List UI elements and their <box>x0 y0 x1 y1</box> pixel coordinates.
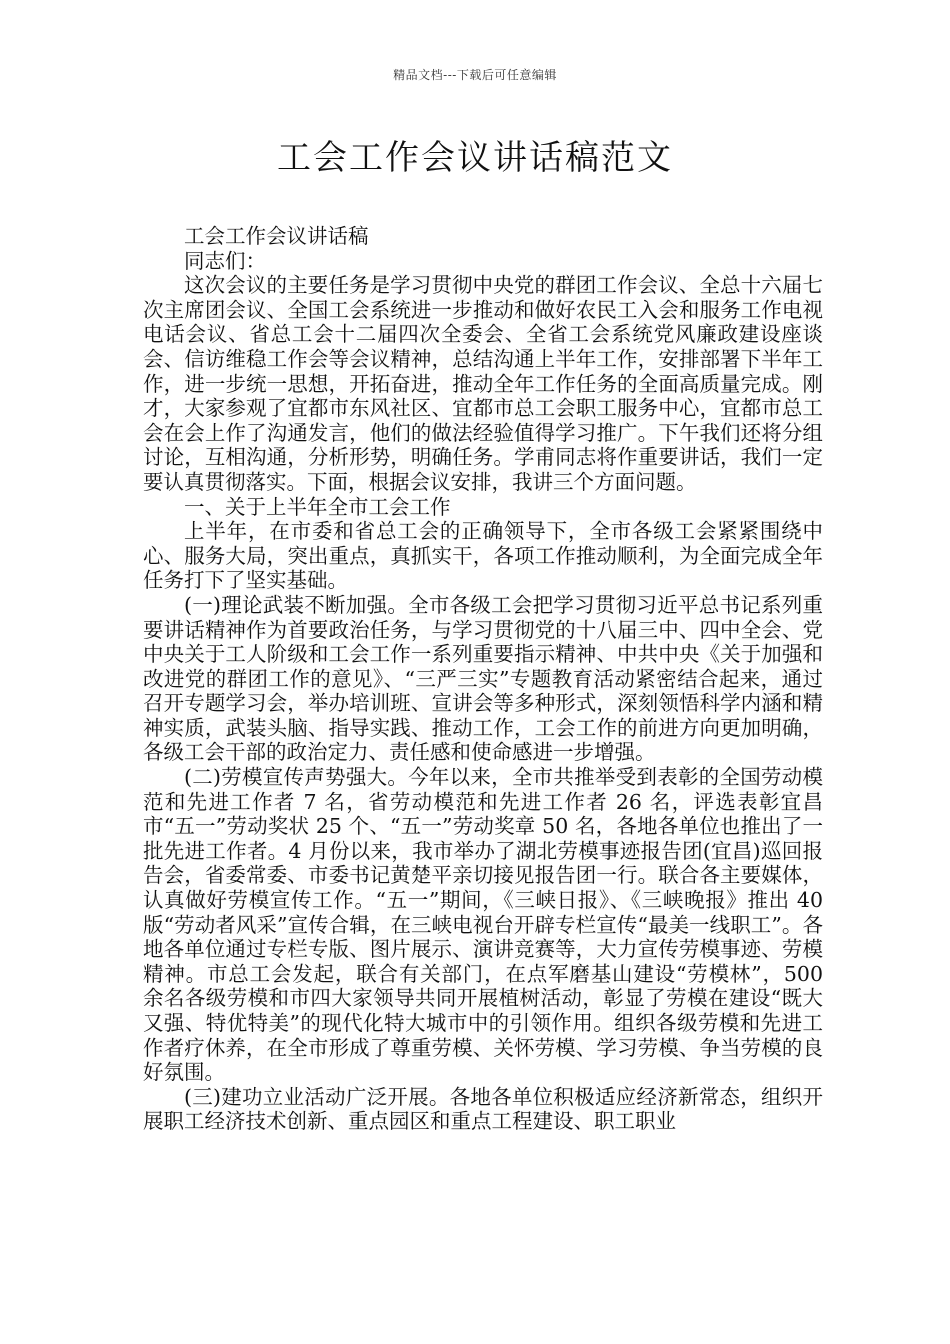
paragraph-subtitle: 工会工作会议讲话稿 <box>184 224 369 248</box>
paragraph-overview: 上半年，在市委和省总工会的正确领导下，全市各级工会紧紧围绕中心、服务大局，突出重点，真抓实干，各项工作推动顺利，为全面完成全年任务打下了坚实基础。 <box>143 519 823 593</box>
header-note: 精品文档---下载后可任意编辑 <box>393 68 557 82</box>
paragraph-item-1: (一)理论武装不断加强。全市各级工会把学习贯彻习近平总书记系列重要讲话精神作为首要政治任务，与学习贯彻党的十八届三中、四中全会、党中央关于工人阶级和工会工作一系列重要指示精神、中共中央《关于加强和改进党的群团工作的意见》、“三严三实”专题教育活动紧密结合起来，通过召开专题学习会，举办培训班、宣讲会等多种形式，深刻领悟科学内涵和精神实质，武装头脑、指导实践、推动工作，工会工作的前进方向更加明确，各级工会干部的政治定力、责任感和使命感进一步增强。 <box>143 592 823 765</box>
document-title: 工会工作会议讲话稿范文 <box>277 138 673 178</box>
section-heading-1: 一、关于上半年全市工会工作 <box>184 494 451 519</box>
paragraph-item-3: (三)建功立业活动广泛开展。各地各单位积极适应经济新常态，组织开展职工经济技术创新、重点园区和重点工程建设、职工职业 <box>143 1084 823 1134</box>
document-body <box>143 224 823 1134</box>
paragraph-intro: 这次会议的主要任务是学习贯彻中央党的群团工作会议、全总十六届七次主席团会议、全国工会系统进一步推动和做好农民工入会和服务工作电视电话会议、省总工会十二届四次全委会、全省工会系统党风廉政建设座谈会、信访维稳工作会等会议精神，总结沟通上半年工作，安排部署下半年工作，进一步统一思想，开拓奋进，推动全年工作任务的全面高质量完成。刚才，大家参观了宜都市东风社区、宜都市总工会职工服务中心，宜都市总工会在会上作了沟通发言，他们的做法经验值得学习推广。下午我们还将分组讨论，互相沟通，分析形势，明确任务。学甫同志将作重要讲话，我们一定要认真贯彻落实。下面，根据会议安排，我讲三个方面问题。 <box>143 273 823 494</box>
paragraph-item-2: (二)劳模宣传声势强大。今年以来，全市共推举受到表彰的全国劳动模范和先进工作者 7 名，省劳动模范和先进工作者 26 名，评选表彰宜昌市“五一”劳动奖状 25 个、“五一”劳动奖章 50 名，各地各单位也推出了一批先进工作者。4 月份以来，我市举办了湖北劳模事迹报告团(宜昌)巡回报告会，省委常委、市委书记黄楚平亲切接见报告团一行。联合各主要媒体，认真做好劳模宣传工作。“五一”期间，《三峡日报》、《三峡晚报》推出 40 版“劳动者风采”宣传合辑，在三峡电视台开辟专栏宣传“最美一线职工”。各地各单位通过专栏专版、图片展示、演讲竞赛等，大力宣传劳模事迹、劳模精神。市总工会发起，联合有关部门，在点军磨基山建设“劳模林”，500 余名各级劳模和市四大家领导共同开展植树活动，彰显了劳模在建设“既大又强、特优特美”的现代化特大城市中的引领作用。组织各级劳模和先进工作者疗休养，在全市形成了尊重劳模、关怀劳模、学习劳模、争当劳模的良好氛围。 <box>143 765 823 1085</box>
paragraph-salutation: 同志们： <box>184 248 266 273</box>
